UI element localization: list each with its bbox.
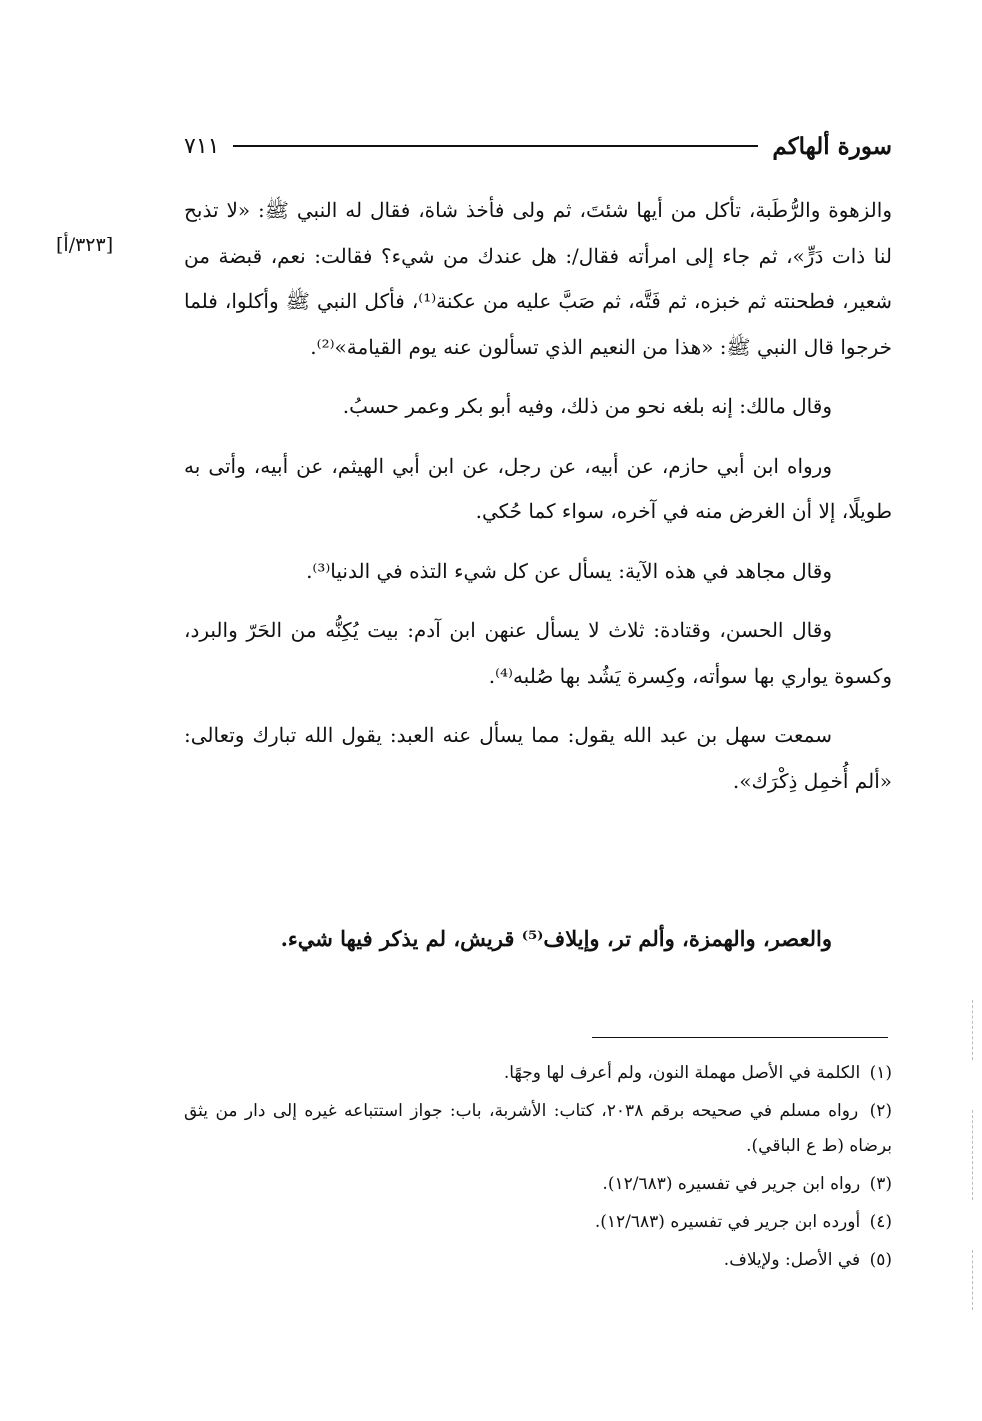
- page-number: ٧١١: [184, 133, 220, 159]
- footnote: [184, 1056, 892, 1091]
- footnote: [184, 1243, 892, 1278]
- footnote-number: (٥): [869, 1250, 892, 1270]
- footnote-number: (١): [869, 1063, 892, 1083]
- section-heading: والعصر، والهمزة، وألم تر، وإيلاف⁽⁵⁾ قريش، لم يذكر فيها شيء.: [280, 926, 832, 951]
- scan-artifact: [972, 1000, 973, 1060]
- main-text: [184, 188, 892, 804]
- footnote: [184, 1094, 892, 1164]
- footnote-separator: [592, 1037, 888, 1038]
- footnote-text: أورده ابن جرير في تفسيره (١٢/٦٨٣).: [594, 1212, 861, 1232]
- footnote-text: في الأصل: ولإيلاف.: [723, 1250, 861, 1270]
- surah-title: سورة ألهاكم: [772, 132, 892, 160]
- paragraph: وقال مالك: إنه بلغه نحو من ذلك، وفيه أبو بكر وعمر حسبُ.: [342, 394, 832, 418]
- scan-artifact: [972, 1110, 973, 1200]
- running-header: [184, 128, 892, 164]
- footnote-text: رواه مسلم في صحيحه برقم ٢٠٣٨، كتاب: الأشربة، باب: جواز استتباعه غيره إلى دار من يثق برضاه (ط ع الباقي).: [184, 1101, 892, 1156]
- folio-reference: [٣٢٣/أ]: [56, 234, 114, 256]
- paragraph: وقال الحسن، وقتادة: ثلاث لا يسأل عنهن ابن آدم: بيت يُكِنُّه من الحَرّ والبرد، وكسوة يواري بها سوأته، وكِسرة يَشُد بها صُلبه⁽⁴⁾.: [184, 618, 892, 688]
- footnote-number: (٣): [869, 1174, 892, 1194]
- paragraph: ورواه ابن أبي حازم، عن أبيه، عن رجل، عن ابن أبي الهيثم، عن أبيه، وأتى به طويلًا، إلا أن الغرض منه في آخره، سواء كما حُكي.: [184, 453, 892, 523]
- paragraph: والزهوة والرُّطَبة، تأكل من أيها شئتَ، ثم ولى فأخذ شاة، فقال له النبي ﷺ: «لا تذبح لنا ذات دَرٍّ»، ثم جاء إلى امرأته فقال/: هل عندك من شيء؟ فقالت: نعم، قبضة من شعير، فطحنته ثم خبزه، ثم فَتَّه، ثم صَبَّ عليه من عكنة⁽¹⁾، فأكل النبي ﷺ وأكلوا، فلما خرجوا قال النبي ﷺ: «هذا من النعيم الذي تسألون عنه يوم القيامة»⁽²⁾.: [184, 198, 892, 359]
- footnote-number: (٤): [869, 1212, 892, 1232]
- footnote-text: الكلمة في الأصل مهملة النون، ولم أعرف لها وجهًا.: [503, 1063, 861, 1083]
- footnote: [184, 1167, 892, 1202]
- paragraph: وقال مجاهد في هذه الآية: يسأل عن كل شيء التذه في الدنيا⁽³⁾.: [306, 558, 832, 583]
- footnote-number: (٢): [869, 1101, 892, 1121]
- scan-artifact: [972, 1250, 973, 1310]
- footnotes: [184, 1056, 892, 1281]
- header-rule: [233, 145, 758, 147]
- footnote: [184, 1205, 892, 1240]
- paragraph: سمعت سهل بن عبد الله يقول: مما يسأل عنه العبد: يقول الله تبارك وتعالى: «ألم أُخمِل ذِكْرَك».: [184, 723, 892, 793]
- footnote-text: رواه ابن جرير في تفسيره (١٢/٦٨٣).: [602, 1174, 861, 1194]
